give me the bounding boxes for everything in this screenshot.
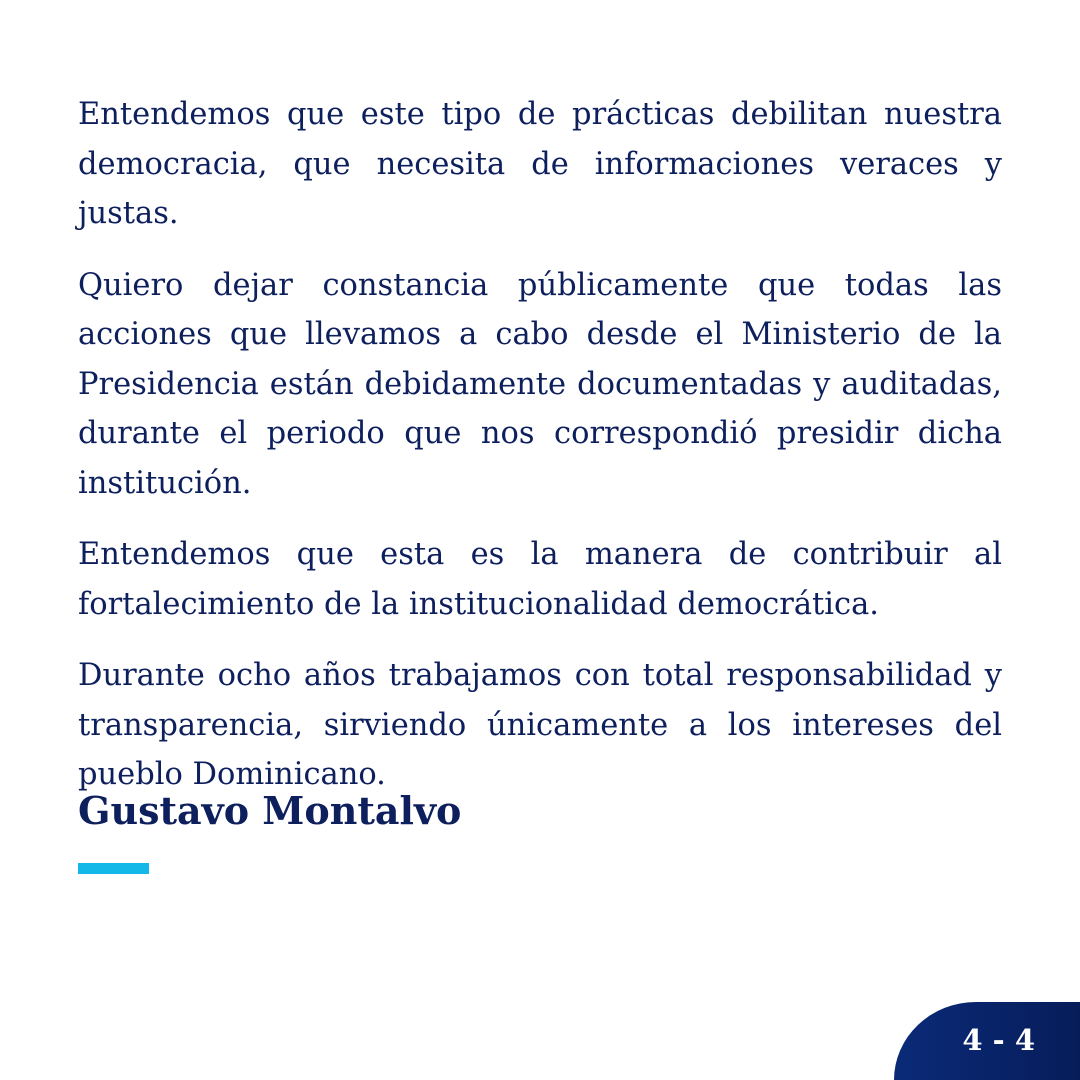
paragraph-3: Entendemos que esta es la manera de contribuir al fortalecimiento de la institucionalidad democrática. xyxy=(78,537,1002,622)
paragraph-2: Quiero dejar constancia públicamente que todas las acciones que llevamos a cabo desde el Ministerio de la Presidencia están debidamente documentadas y auditadas, durante el periodo que nos correspondió presidir dicha institución. xyxy=(78,267,1002,501)
paragraph-4: Durante ocho años trabajamos con total responsabilidad y transparencia, sirviendo únicamente a los intereses del pueblo Dominicano. xyxy=(78,658,1002,792)
paragraph-1: Entendemos que este tipo de prácticas debilitan nuestra democracia, que necesita de informaciones veraces y justas. xyxy=(78,97,1002,231)
author-signature: Gustavo Montalvo xyxy=(78,788,462,833)
statement-body xyxy=(78,90,1002,800)
accent-underline xyxy=(78,863,149,874)
page-number-label: 4 - 4 xyxy=(962,1023,1035,1057)
